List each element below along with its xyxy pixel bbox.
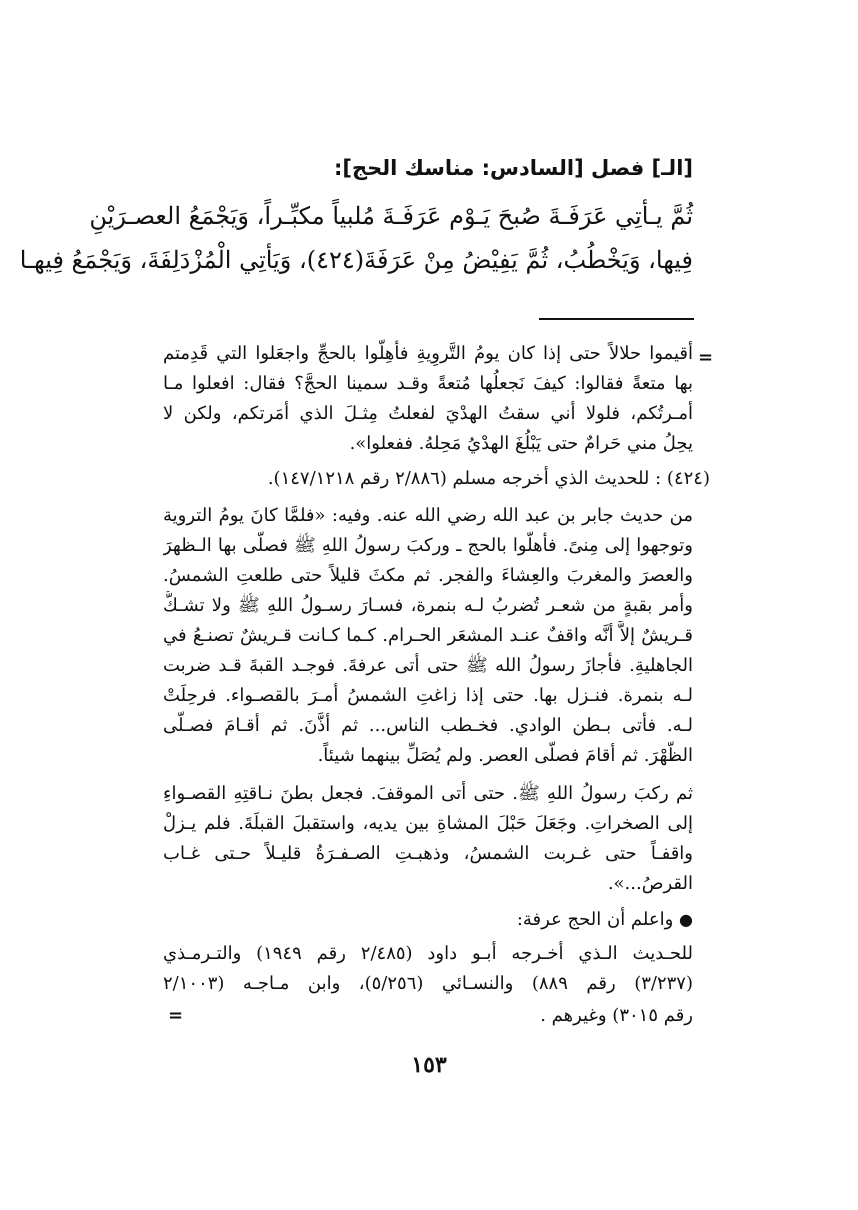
section-heading: [الـ] فصل [السادس: مناسك الحج]:	[334, 156, 693, 180]
bullet-icon: ●	[679, 910, 693, 929]
continuation-marker: =	[168, 1005, 184, 1026]
footnote-line: الظُّهْرَ. ثم أقامَ فصلَّى العصر. ولم يُصَلِّ بينهما شيئاً.	[317, 745, 693, 766]
footnote-line: (٣/٢٣٧) رقم ٨٨٩) والنسـائي (٥/٢٥٦)، وابن مـاجـه (٢/١٠٠٣	[163, 973, 693, 994]
footnote-line: وأمر بقبةٍ من شعـر تُضربُ لـه بنمرة، فسـارَ رسـولُ اللهِ ﷺ ولا تشـكُّ	[163, 595, 693, 616]
footnote-line: الجاهليةِ. فأجازَ رسولُ الله ﷺ حتى أتى عرفةَ. فوجـد القبةَ قـد ضربت	[163, 655, 693, 676]
footnote-line: يحِلُ مني حَرامٌ حتى يَبْلُغَ الهدْيُ مَحِلهُ. ففعلوا».	[349, 433, 693, 454]
footnote-line: والعصرَ والمغربَ والعِشاءَ والفجر. ثم مكثَ قليلاً حتى طلعتِ الشمسُ.	[163, 565, 693, 586]
footnote-line: أمـرتُكم، فلولا أني سقتُ الهدْيَ لفعلتُ مِثـلَ الذي أمَرتكم، ولكن لا	[163, 403, 693, 424]
footnote-text: واعلم أن الحج عرفة:	[516, 909, 674, 930]
footnote-line: للحـديث الـذي أخـرجه أبـو داود (٢/٤٨٥ رقم ١٩٤٩) والتـرمـذي	[163, 943, 693, 964]
page-number: ١٥٣	[411, 1052, 447, 1078]
footnote-line: من حديث جابر بن عبد الله رضي الله عنه. وفيه: «فلمَّا كانَ يومُ التروية	[163, 505, 693, 526]
footnote-heading: (٤٢٤) : للحديث الذي أخرجه مسلم (٢/٨٨٦ رقم ١٤٧/١٢١٨).	[267, 468, 710, 489]
footnote-line: لـه. فأتى بـطن الوادي. فخـطب الناس... ثم أذَّنَ. ثم أقـامَ فصـلَّى	[163, 715, 693, 736]
footnote-line: واقفـاً حتى غـربت الشمسُ، وذهبـتِ الصـفـرَةُ قليـلاً حـتى غـاب	[163, 843, 693, 864]
footnote-line: القرصُ...».	[607, 873, 693, 894]
footnote-line: وتوجهوا إلى مِنىً. فأهلُّوا بالحج ـ وركبَ رسولُ اللهِ ﷺ فصلَّى بها الـظهرَ	[163, 535, 693, 556]
main-text-line: فِيها، وَيَخْطُبُ، ثُمَّ يَفِيْضُ مِنْ عَرَفَةَ(٤٢٤)، وَيَأتِي الْمُزْدَلِفَةَ، وَيَجْمَعُ فِيهـا	[19, 246, 693, 274]
footnote-line: بها متعةً فقالوا: كيفَ نَجعلُها مُتعةً وقـد سمينا الحجَّ؟ فقال: افعلوا مـا	[163, 373, 693, 394]
footnote-line	[163, 905, 693, 935]
footnote-line: لـه بنمرة. فنـزل بها. حتى إذا زاغتِ الشمسُ أمـرَ بالقصـواء. فرحِلَتْ	[163, 685, 693, 706]
footnote-line: رقم ٣٠١٥) وغيرهم .	[540, 1005, 693, 1026]
footnote-line: قـريشٌ إلاَّ أنَّه واقفٌ عنـد المشعَر الحـرام. كـما كـانت قـريشٌ تصنـعُ في	[163, 625, 693, 646]
footnote-line: أقيموا حلالاً حتى إذا كان يومُ التَّروِيةِ فأهِلُّوا بالحجِّ واجعَلوا التي قَدِمتم	[163, 343, 693, 364]
continuation-marker: =	[698, 347, 714, 368]
footnote-separator	[539, 318, 694, 320]
footnote-line: ثم ركبَ رسولُ اللهِ ﷺ. حتى أتى الموقفَ. فجعل بطنَ نـاقتِهِ القصـواءِ	[163, 783, 693, 804]
footnote-line: إلى الصخراتِ. وجَعَلَ حَبْلَ المشاةِ بين يديه، واستقبلَ القبلَةَ. فلم يـزلْ	[163, 813, 693, 834]
main-text-line: ثُمَّ يـأتِي عَرَفَـةَ صُبحَ يَـوْم عَرَفَـةَ مُلبياً مكبِّـراً، وَيَجْمَعُ العصـرَيْنِ	[89, 202, 693, 230]
